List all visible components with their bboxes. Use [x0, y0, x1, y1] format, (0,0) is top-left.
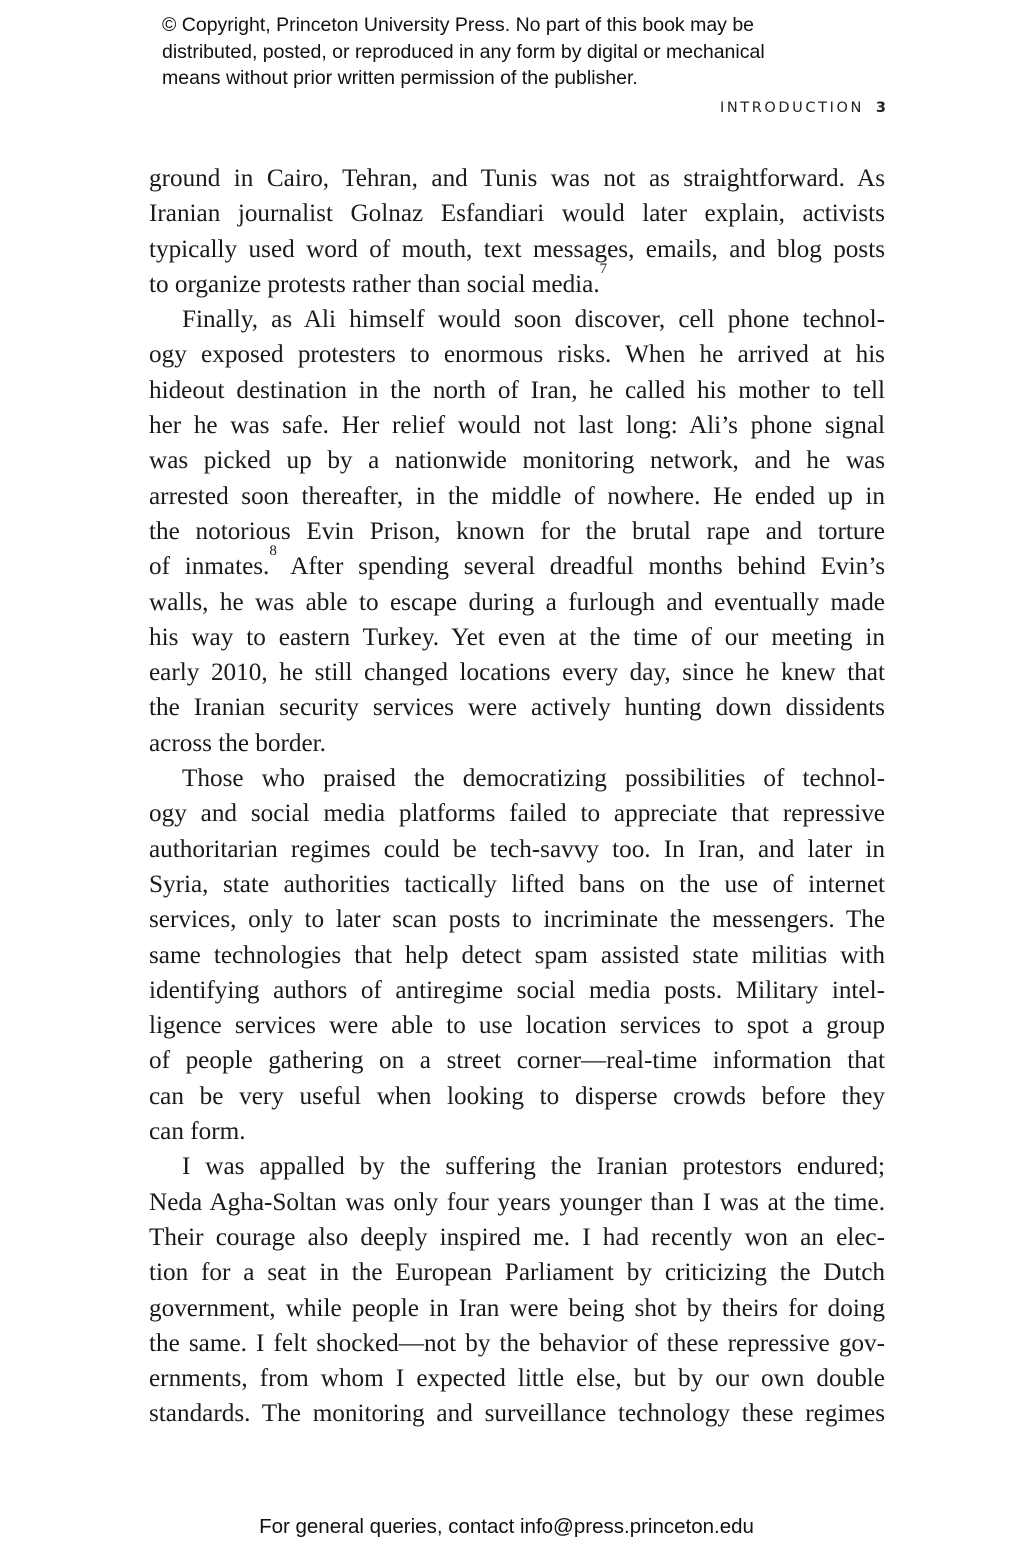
text-line: Syria, state authorities tactically lifted bans on the use of internet	[149, 870, 885, 898]
text-line: same technologies that help detect spam assisted state militias with	[149, 941, 885, 969]
text-line: early 2010, he still changed locations every day, since he knew that	[149, 659, 885, 687]
text-line: was picked up by a nationwide monitoring network, and he was	[149, 447, 885, 475]
page-number: 3	[875, 100, 886, 116]
text-line-content: of inmates.	[149, 553, 270, 581]
text-line: Finally, as Ali himself would soon discover, cell phone technol-	[182, 306, 885, 334]
text-line: standards. The monitoring and surveillance technology these regimes	[149, 1400, 885, 1428]
text-line: walls, he was able to escape during a furlough and eventually made	[149, 588, 885, 616]
text-line: across the border.	[149, 729, 326, 757]
text-line: identifying authors of antiregime social media posts. Military intel-	[149, 976, 885, 1004]
text-line: the notorious Evin Prison, known for the brutal rape and torture	[149, 517, 885, 545]
text-line: of people gathering on a street corner—real-time information that	[149, 1047, 885, 1075]
text-line: tion for a seat in the European Parliament by criticizing the Dutch	[149, 1259, 885, 1287]
text-line: Neda Agha-Soltan was only four years younger than I was at the time.	[149, 1188, 885, 1216]
text-line: government, while people in Iran were being shot by theirs for doing	[149, 1294, 885, 1322]
text-line: his way to eastern Turkey. Yet even at the time of our meeting in	[149, 623, 885, 651]
copyright-line: © Copyright, Princeton University Press. No part of this book may be	[162, 14, 755, 36]
text-line: authoritarian regimes could be tech-savvy too. In Iran, and later in	[149, 835, 885, 863]
text-line: the same. I felt shocked—not by the behavior of these repressive gov-	[149, 1329, 885, 1357]
text-line: her he was safe. Her relief would not last long: Ali’s phone signal	[149, 412, 885, 440]
text-line: ground in Cairo, Tehran, and Tunis was not as straightforward. As	[149, 165, 885, 192]
text-line	[149, 542, 886, 584]
text-line: Their courage also deeply inspired me. I had recently won an elec-	[149, 1223, 885, 1251]
footer-contact: For general queries, contact info@press.princeton.edu	[259, 1515, 754, 1538]
copyright-notice	[162, 12, 882, 92]
text-line: ogy and social media platforms failed to appreciate that repressive	[149, 800, 885, 828]
text-line: can form.	[149, 1118, 246, 1146]
text-line: ogy exposed protesters to enormous risks. When he arrived at his	[149, 341, 885, 369]
text-line: services, only to later scan posts to incriminate the messengers. The	[149, 906, 885, 934]
text-line	[149, 260, 885, 302]
text-line: typically used word of mouth, text messages, emails, and blog posts	[149, 235, 885, 263]
running-head	[720, 100, 886, 116]
text-line: Those who praised the democratizing possibilities of technol-	[182, 765, 885, 793]
text-line: arrested soon thereafter, in the middle of nowhere. He ended up in	[149, 482, 885, 510]
footnote-marker: 8	[269, 542, 277, 559]
footnote-marker: 7	[599, 260, 608, 277]
text-line: Iranian journalist Golnaz Esfandiari would later explain, activists	[149, 200, 885, 228]
text-line: I was appalled by the suffering the Iranian protestors endured;	[182, 1153, 885, 1181]
text-line: can be very useful when looking to disperse crowds before they	[149, 1082, 885, 1110]
text-line: hideout destination in the north of Iran, he called his mother to tell	[149, 376, 885, 404]
running-head-section: INTRODUCTION	[719, 100, 864, 116]
copyright-line: distributed, posted, or reproduced in any form by digital or mechanical	[162, 40, 765, 63]
body-text	[149, 161, 885, 1432]
text-line-continuation: After spending several dreadful months behind Evin’s	[276, 553, 886, 581]
copyright-line: means without prior written permission of the publisher.	[162, 67, 638, 89]
text-line: ligence services were able to use location services to spot a group	[149, 1012, 885, 1040]
text-line-content: to organize protests rather than social media.	[149, 270, 600, 298]
text-line: the Iranian security services were actively hunting down dissidents	[149, 694, 885, 722]
text-line: ernments, from whom I expected little else, but by our own double	[149, 1365, 885, 1393]
